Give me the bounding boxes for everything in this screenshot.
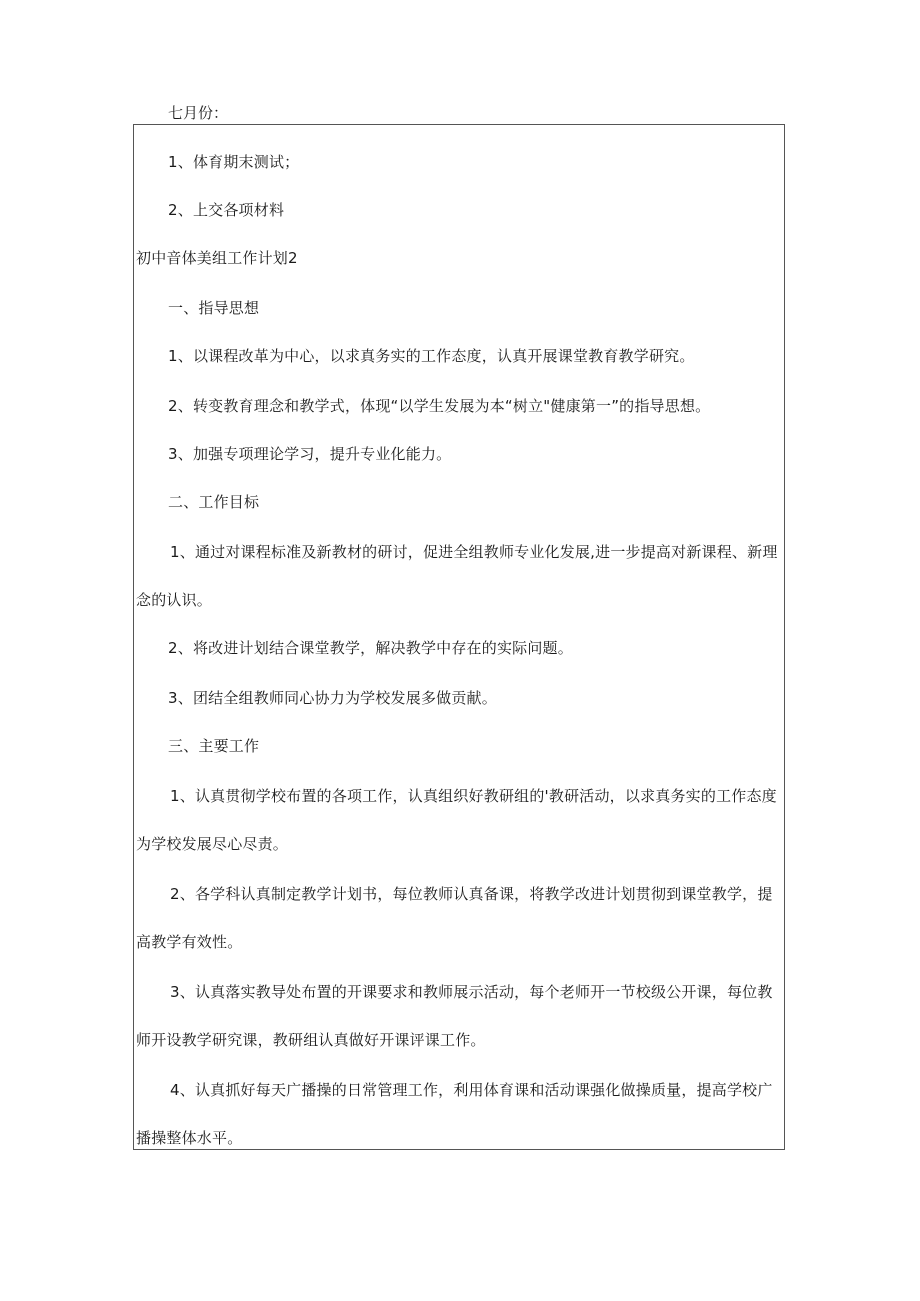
document-box [133, 124, 785, 1150]
guiding-item-3: 3、加强专项理论学习，提升专业化能力。 [168, 445, 452, 463]
plan-title: 初中音体美组工作计划2 [136, 249, 298, 267]
guiding-item-2: 2、转变教育理念和教学式，体现“以学生发展为本“树立"健康第一”的指导思想。 [168, 397, 711, 415]
goals-item-3: 3、团结全组教师同心协力为学校发展多做贡献。 [168, 689, 497, 707]
section-heading-goals: 二、工作目标 [168, 493, 260, 511]
main-work-item-4: 4、认真抓好每天广播操的日常管理工作，利用体育课和活动课强化做操质量，提高学校广播操整体水平。 [136, 1081, 773, 1147]
guiding-item-1: 1、以课程改革为中心，以求真务实的工作态度，认真开展课堂教育教学研究。 [168, 347, 695, 365]
section-heading-main-work: 三、主要工作 [168, 737, 260, 755]
main-work-item-1: 1、认真贯彻学校布置的各项工作，认真组织好教研组的'教研活动，以求真务实的工作态度为学校发展尽心尽责。 [136, 787, 777, 853]
main-work-item-2: 2、各学科认真制定教学计划书，每位教师认真备课，将教学改进计划贯彻到课堂教学，提高教学有效性。 [136, 885, 773, 951]
july-item-1: 1、体育期末测试； [168, 153, 300, 171]
july-item-2: 2、上交各项材料 [168, 201, 285, 219]
main-work-item-3: 3、认真落实教导处布置的开课要求和教师展示活动，每个老师开一节校级公开课，每位教师开设教学研究课，教研组认真做好开课评课工作。 [136, 983, 773, 1049]
section-heading-guiding: 一、指导思想 [168, 299, 260, 317]
month-heading: 七月份： [168, 104, 229, 122]
goals-item-2: 2、将改进计划结合课堂教学，解决教学中存在的实际问题。 [168, 639, 573, 657]
goals-item-1: 1、通过对课程标准及新教材的研讨，促进全组教师专业化发展,进一步提高对新课程、新理念的认识。 [136, 543, 778, 609]
